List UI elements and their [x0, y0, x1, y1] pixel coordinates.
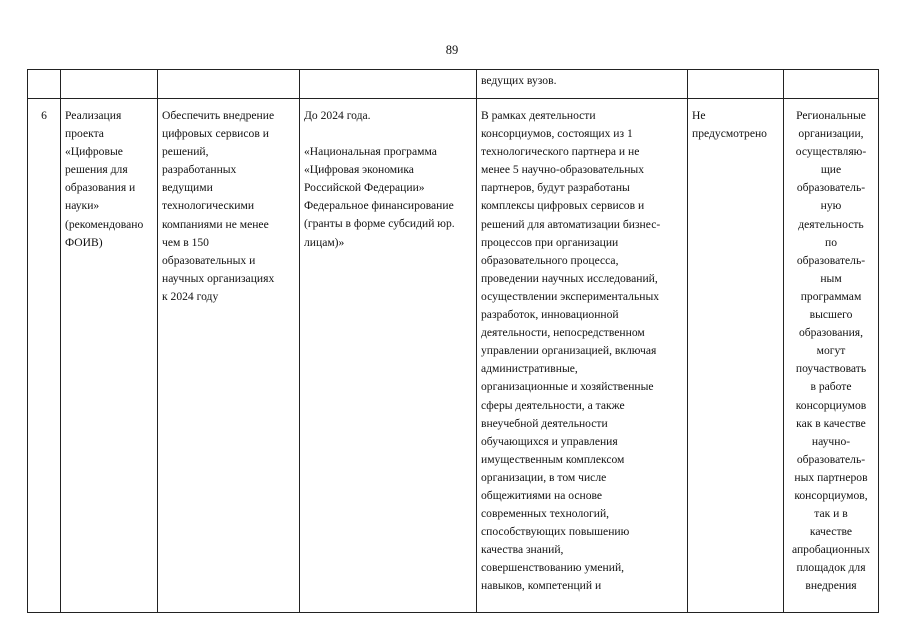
cont-cell-participants: [784, 70, 879, 99]
task-line: компаниями не менее: [162, 217, 269, 231]
task-line: образовательных и: [162, 253, 256, 267]
project-line: ФОИВ): [65, 235, 103, 249]
participants-line: в работе: [810, 380, 852, 394]
task-line: Обеспечить внедрение: [162, 109, 275, 122]
participants-line: организации,: [798, 127, 864, 141]
participants-line: образователь-: [796, 452, 866, 466]
funding-line: лицам)»: [304, 235, 345, 249]
participants-line: по: [824, 235, 837, 249]
description-line: организации, в том числе: [481, 470, 607, 484]
cont-cell-description: [477, 70, 688, 99]
not-provided-line: предусмотрено: [692, 127, 767, 141]
project-line: (рекомендовано: [65, 217, 144, 231]
table-row: [28, 99, 879, 613]
not-provided-line: Не: [692, 109, 706, 122]
cont-cell-project: [61, 70, 158, 99]
cont-cell-deadline: [300, 70, 477, 99]
deadline-spacer: [304, 125, 472, 143]
description-line: способствующих повышению: [481, 525, 630, 539]
description-line: организационные и хозяйственные: [481, 380, 654, 394]
participants-line: программам: [800, 289, 862, 303]
description-cell: [477, 99, 688, 613]
participants-line: ным: [820, 271, 842, 285]
participants-line: деятельность: [798, 217, 864, 231]
description-line: имущественным комплексом: [481, 452, 625, 466]
task-line: к 2024 году: [162, 289, 219, 303]
deadline-cell: [300, 99, 477, 613]
funding-line: «Цифровая экономика: [304, 163, 414, 177]
description-line: разработок, инновационной: [481, 308, 619, 322]
participants-line: внедрения: [805, 579, 857, 593]
funding-line: «Национальная программа: [304, 145, 437, 159]
cont-cell-col6: [688, 70, 784, 99]
project-line: Реализация: [65, 109, 122, 122]
description-line: общежитиями на основе: [481, 488, 603, 502]
description-line: административные,: [481, 362, 578, 376]
task-line: технологическими: [162, 199, 255, 213]
task-line: разработанных: [162, 163, 237, 177]
page-number: 89: [445, 43, 459, 57]
project-line: науки»: [65, 199, 100, 213]
description-line: решений для автоматизации бизнес-: [481, 217, 661, 231]
participants-line: поучаствовать: [795, 362, 867, 376]
description-line: менее 5 научно-образовательных: [481, 163, 645, 177]
cont-description-text: ведущих вузов.: [481, 74, 557, 87]
description-line: комплексы цифровых сервисов и: [481, 199, 645, 213]
row-number: 6: [41, 109, 47, 122]
description-line: сферы деятельности, а также: [481, 398, 625, 412]
cont-cell-number: [28, 70, 61, 99]
project-line: решения для: [65, 163, 128, 177]
description-line: обучающихся и управления: [481, 434, 618, 448]
project-line: «Цифровые: [65, 145, 123, 159]
participants-line: образователь-: [796, 181, 866, 195]
description-line: деятельности, непосредственном: [481, 326, 645, 340]
cont-cell-task: [158, 70, 300, 99]
description-line: проведении научных исследований,: [481, 271, 658, 285]
participants-line: качестве: [809, 525, 853, 539]
funding-line: (гранты в форме субсидий юр.: [304, 217, 455, 231]
participants-line: образования,: [798, 326, 864, 340]
deadline-text: До 2024 года.: [304, 109, 371, 122]
participants-line: осуществляю-: [795, 145, 867, 159]
description-line: технологического партнера и не: [481, 145, 640, 159]
project-cell: [61, 99, 158, 613]
description-line: образовательного процесса,: [481, 253, 619, 267]
participants-line: как в качестве: [796, 416, 866, 430]
row-number-cell: [28, 99, 61, 613]
description-line: управлении организацией, включая: [481, 344, 657, 358]
funding-line: Российской Федерации»: [304, 181, 425, 195]
participants-line: площадок для: [796, 561, 866, 575]
project-line: проекта: [65, 127, 104, 141]
participants-line: консорциумов,: [794, 488, 868, 502]
description-line: В рамках деятельности: [481, 109, 596, 122]
description-line: осуществлении экспериментальных: [481, 289, 660, 303]
project-line: образования и: [65, 181, 136, 195]
description-line: внеучебной деятельности: [481, 416, 608, 430]
participants-line: высшего: [809, 308, 853, 322]
not-provided-cell: [688, 99, 784, 613]
measures-table: [27, 69, 879, 613]
description-line: партнеров, будут разработаны: [481, 181, 630, 195]
description-line: навыков, компетенций и: [481, 579, 602, 593]
participants-line: щие: [820, 163, 842, 177]
task-line: решений,: [162, 145, 209, 159]
participants-line: Региональные: [796, 109, 866, 122]
participants-line: консорциумов: [795, 398, 867, 412]
description-line: современных технологий,: [481, 507, 610, 521]
task-line: ведущими: [162, 181, 213, 195]
description-line: совершенствованию умений,: [481, 561, 625, 575]
description-line: качества знаний,: [481, 543, 564, 557]
task-line: цифровых сервисов и: [162, 127, 269, 141]
task-line: чем в 150: [162, 235, 209, 249]
continuation-row: [28, 70, 879, 99]
participants-cell: [784, 99, 879, 613]
participants-line: так и в: [814, 507, 848, 521]
participants-line: образователь-: [796, 253, 866, 267]
description-line: консорциумов, состоящих из 1: [481, 127, 633, 141]
description-line: процессов при организации: [481, 235, 619, 249]
funding-line: Федеральное финансирование: [304, 199, 454, 213]
task-cell: [158, 99, 300, 613]
participants-line: могут: [816, 344, 846, 358]
participants-line: ную: [820, 199, 842, 213]
participants-line: апробационных: [791, 543, 871, 557]
participants-line: научно-: [811, 434, 851, 448]
participants-line: ных партнеров: [794, 470, 868, 484]
task-line: научных организациях: [162, 271, 275, 285]
